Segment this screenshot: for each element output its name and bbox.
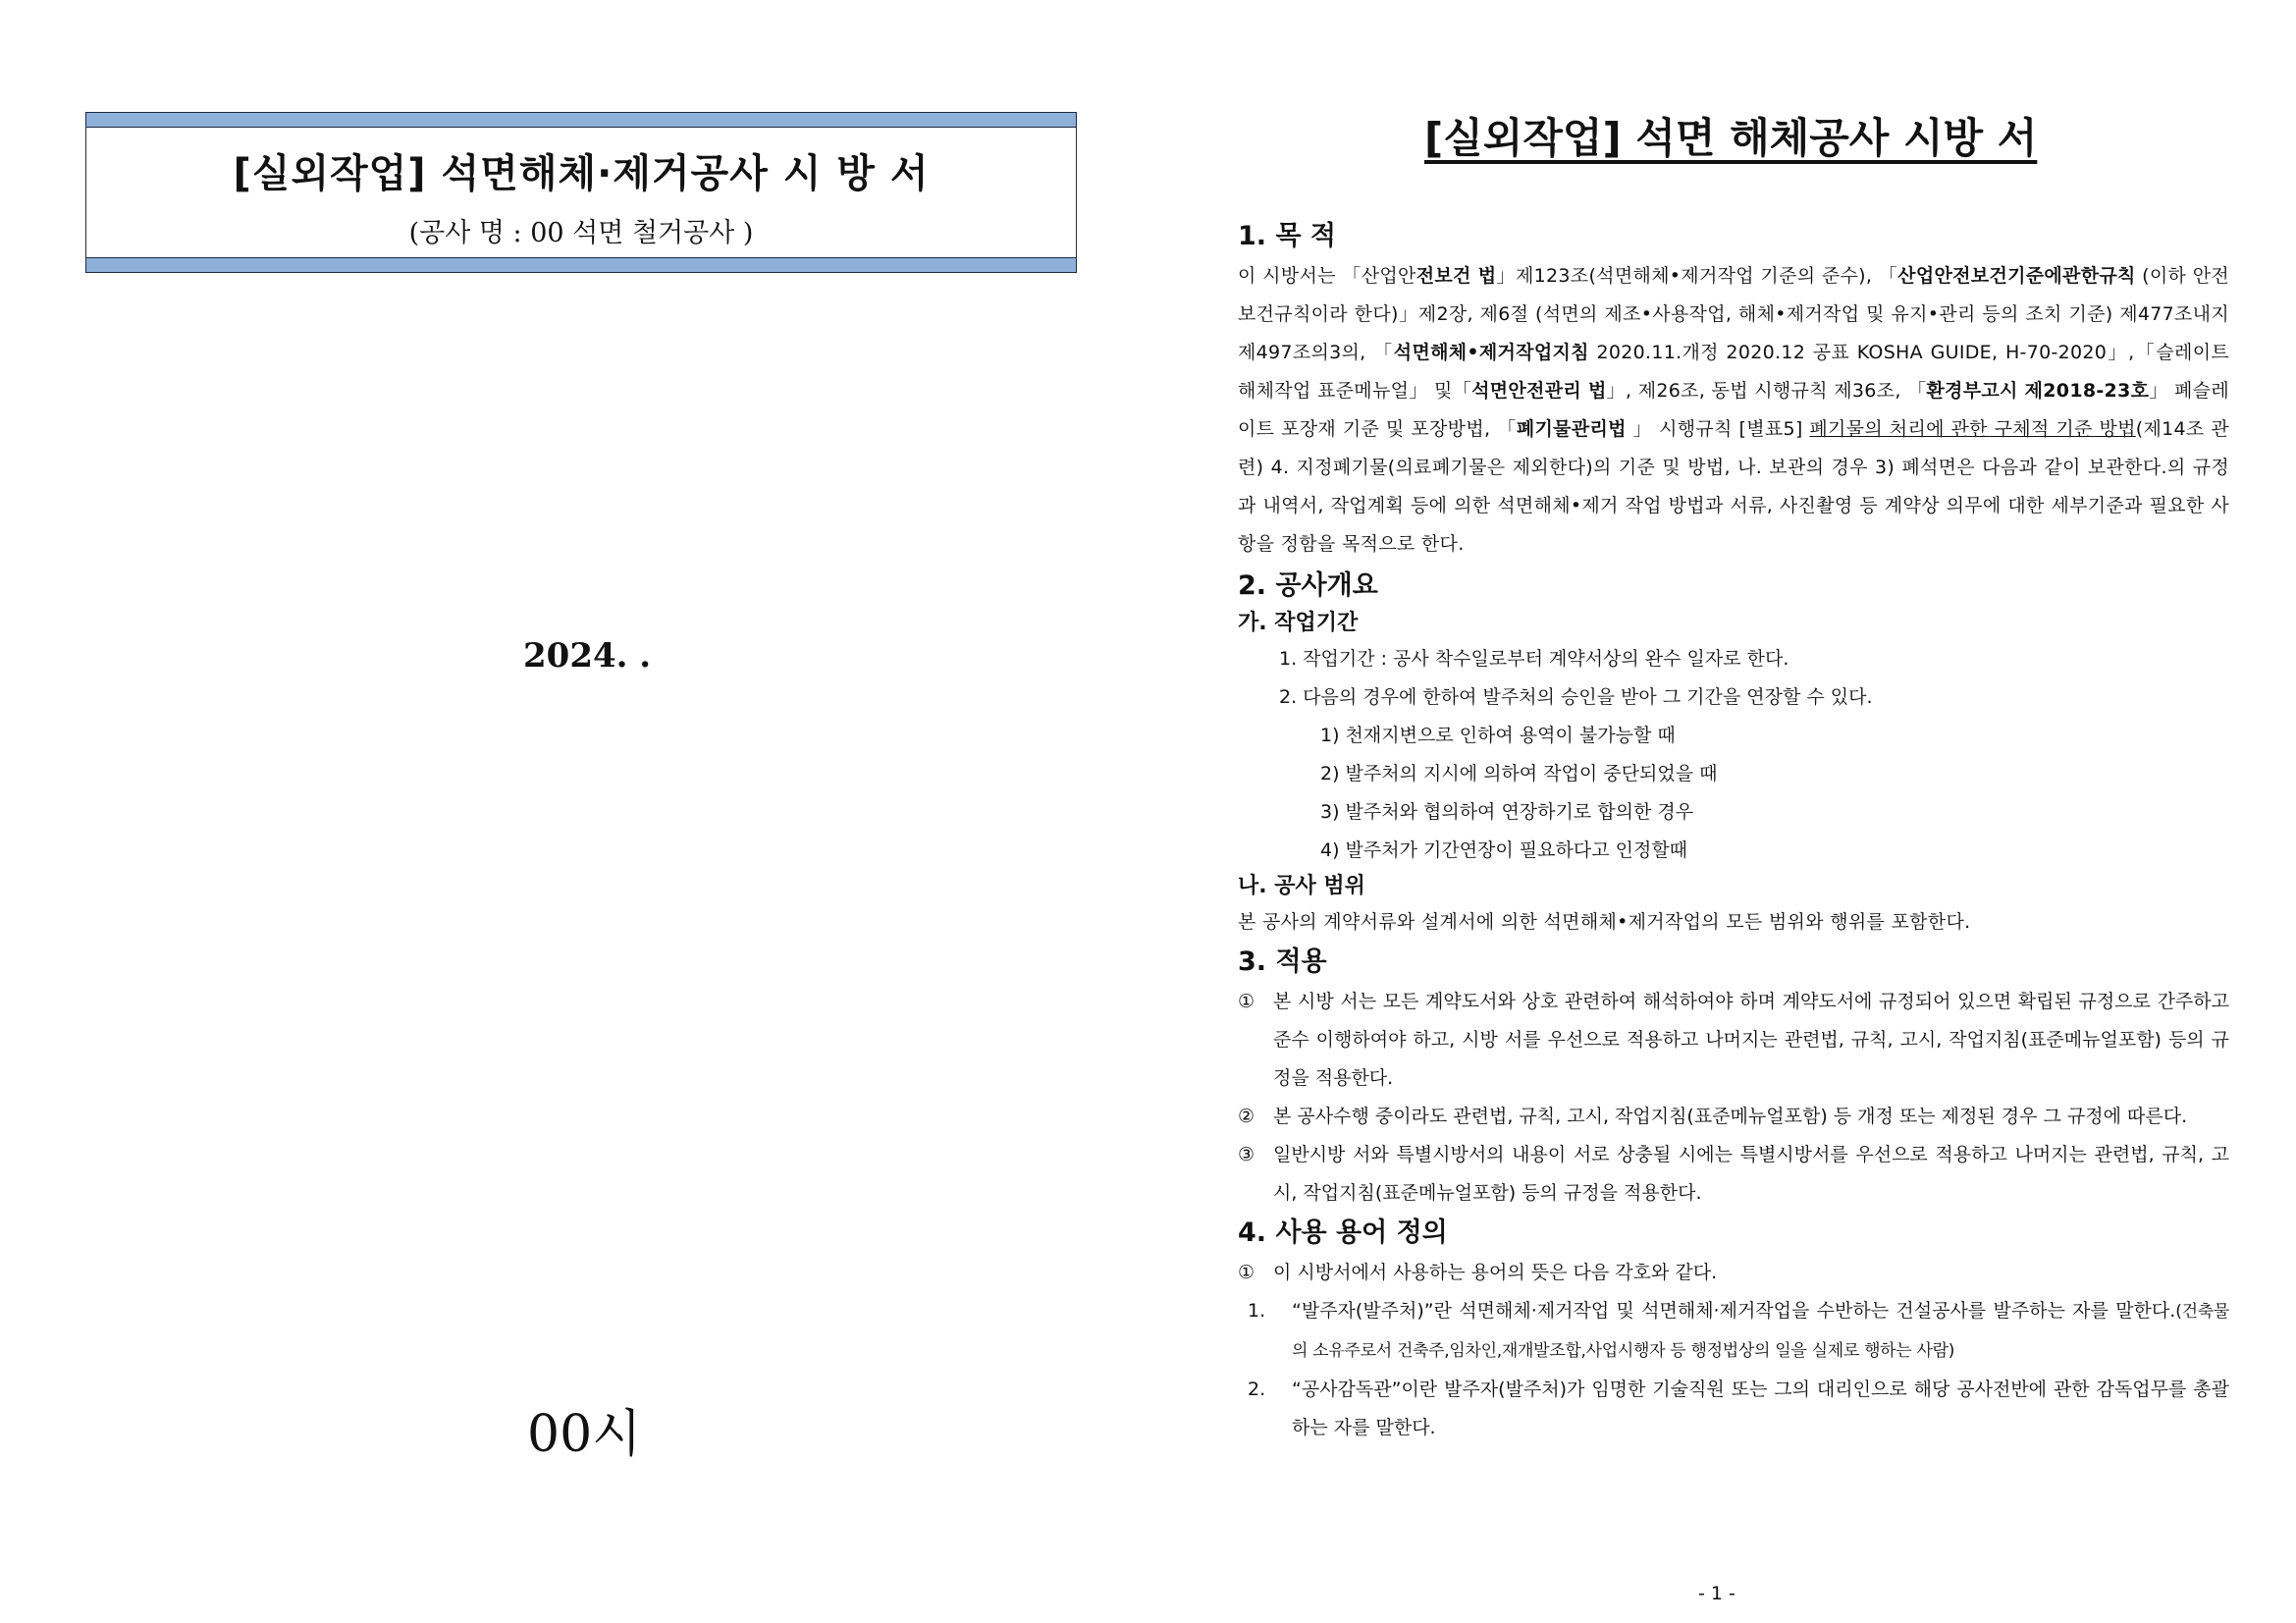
page-number: - 1 - — [1698, 1583, 1735, 1604]
document-title: [실외작업] 석면 해체공사 시방 서 — [1424, 114, 2038, 162]
section-2-heading: 2. 공사개요 — [1238, 570, 1378, 601]
cover-band-bottom — [86, 257, 1076, 272]
cover-date: 2024. . — [523, 636, 652, 676]
scope-text: 본 공사의 계약서류와 설계서에 의한 석면해체•제거작업의 모든 범위와 행위를 포함한다. — [1238, 911, 1971, 933]
section-1-heading: 1. 목 적 — [1238, 221, 1337, 251]
application-item-2: ② 본 공사수행 중이라도 관련법, 규칙, 고시, 작업지침(표준메뉴얼포함) 등 개정 또는 제정된 경우 그 규정에 따른다. — [1238, 1106, 2188, 1127]
section-4-heading: 4. 사용 용어 정의 — [1238, 1217, 1448, 1248]
work-period-item-2: 2. 다음의 경우에 한하여 발주처의 승인을 받아 그 기간을 연장할 수 있다. — [1279, 686, 1873, 708]
cover-organization: 00시 — [527, 1405, 642, 1464]
cover-title: [실외작업] 석면해체·제거공사 시 방 서 — [233, 151, 930, 196]
cover-subtitle: (공사 명 : 00 석면 철거공사 ) — [408, 218, 754, 248]
extension-reason-4: 4) 발주처가 기간연장이 필요하다고 인정할때 — [1320, 839, 1688, 861]
work-period-item-1: 1. 작업기간 : 공사 착수일로부터 계약서상의 완수 일자로 한다. — [1279, 648, 1789, 670]
application-item-3: ③ 일반시방 서와 특별시방서의 내용이 서로 상충될 시에는 특별시방서를 우선으로 적용하고 나머지는 관련법, 규칙, 고시, 작업지침(표준메뉴얼포함) 등의 규정을 적용한다. — [1238, 1144, 2229, 1204]
section-2b-heading: 나. 공사 범위 — [1238, 874, 1365, 898]
section-1-paragraph: 이 시방서는 「산업안전보건 법」제123조(석면해체•제거작업 기준의 준수), 「산업안전보건기준에관한규칙 (이하 안전보건규칙이라 한다)」제2장, 제6절 (석면의 제조•사용작업, 해체•제거작업 및 유지•관리 등의 조치 기준) 제477조내지 제497조의3의, 「석면해체•제거작업지침 2020.11.개정 2020.12 공표 KOSHA GUIDE, H-70-2020」,「슬레이트해체작업 표준메뉴얼」 및「석면안전관리 법」, 제26조, 동법 시행규칙 제36조, 「환경부고시 제2018-23호」 폐슬레이트 포장재 기준 및 포장방법, 「폐기물관리법 」 시행규칙 [별표5] 폐기물의 처리에 관한 구체적 기준 방법(제14조 관련) 4. 지정폐기물(의료폐기물은 제외한다)의 기준 및 방법, 나. 보관의 경우 3) 폐석면은 다음과 같이 보관한다.의 규정과 내역서, 작업계획 등에 의한 석면해체•제거 작업 방법과 서류, 사진촬영 등 계약상 의무에 대한 세부기준과 필요한 사항을 정함을 목적으로 한다. — [1238, 265, 2230, 555]
section-2a-heading: 가. 작업기간 — [1238, 611, 1359, 635]
definition-supervisor: 2. “공사감독관”이란 발주자(발주처)가 임명한 기술직원 또는 그의 대리인으로 해당 공사전반에 관한 감독업무를 총괄하는 자를 말한다. — [1248, 1379, 2229, 1438]
cover-title-box — [85, 112, 1077, 273]
section-3-heading: 3. 적용 — [1238, 947, 1327, 977]
extension-reason-1: 1) 천재지변으로 인하여 용역이 불가능할 때 — [1320, 725, 1676, 746]
extension-reason-3: 3) 발주처와 협의하여 연장하기로 합의한 경우 — [1320, 801, 1694, 823]
document-body — [1238, 216, 2229, 1447]
definition-orderer: 1. “발주자(발주처)”란 석면해체·제거작업 및 석면해체·제거작업을 수반하는 건설공사를 발주하는 자를 말한다.(건축물의 소유주로서 건축주,임차인,재개발조합,사업시행자 등 행정법상의 일을 실제로 행하는 사람) — [1248, 1300, 2229, 1361]
application-item-1: ① 본 시방 서는 모든 계약도서와 상호 관련하여 해석하여야 하며 계약도서에 규정되어 있으면 확립된 규정으로 간주하고 준수 이행하여야 하고, 시방 서를 우선으로 적용하고 나머지는 관련법, 규칙, 고시, 작업지침(표준메뉴얼포함) 등의 규정을 적용한다. — [1238, 991, 2229, 1089]
extension-reason-2: 2) 발주처의 지시에 의하여 작업이 중단되었을 때 — [1320, 763, 1718, 784]
definition-orderer-note: (건축물의 소유주로서 건축주,임차인,재개발조합,사업시행자 등 행정법상의 일을 실제로 행하는 사람) — [1292, 1302, 2229, 1361]
cover-band-top — [86, 113, 1076, 128]
definitions-intro: ① 이 시방서에서 사용하는 용어의 뜻은 다음 각호와 같다. — [1238, 1262, 1718, 1283]
